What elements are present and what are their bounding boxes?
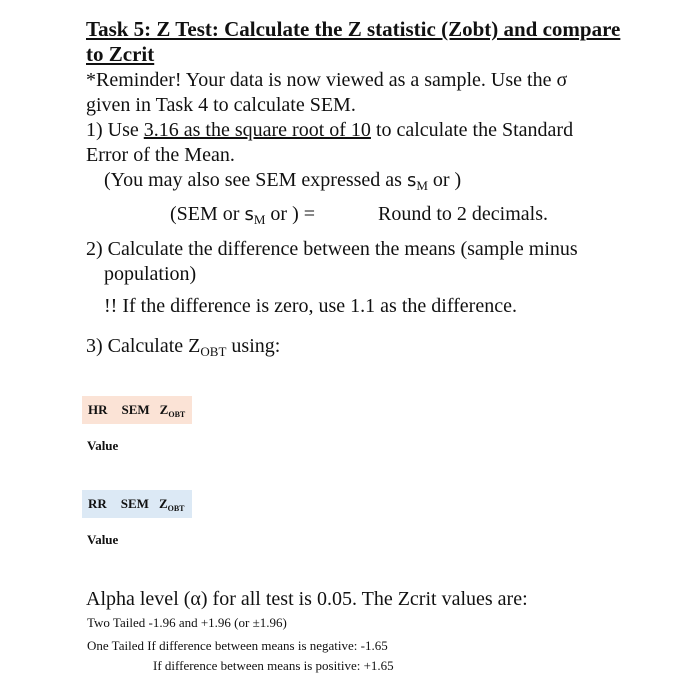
hr-col-z-sub: OBT bbox=[168, 410, 186, 419]
sem-formula-sub: M bbox=[253, 212, 266, 227]
alpha-line: Alpha level (α) for all test is 0.05. The Zcrit values are: bbox=[86, 588, 528, 610]
reminder-line2: given in Task 4 to calculate SEM. bbox=[86, 94, 356, 116]
two-tailed-line: Two Tailed -1.96 and +1.96 (or ±1.96) bbox=[87, 615, 287, 630]
task-title-line2: to Zcrit bbox=[86, 42, 155, 66]
rr-table-header bbox=[82, 490, 192, 518]
step1-line2: Error of the Mean. bbox=[86, 144, 235, 166]
hr-col-hr: HR bbox=[88, 402, 108, 417]
rr-col-z: Z bbox=[158, 496, 168, 511]
step2-line1: 2) Calculate the difference between the means (sample minus bbox=[86, 238, 578, 260]
round-note: Round to 2 decimals. bbox=[378, 203, 548, 225]
rr-col-sem: SEM bbox=[120, 496, 149, 511]
rr-col-rr: RR bbox=[88, 496, 107, 511]
sem-note-suffix: or ) bbox=[427, 169, 462, 191]
one-tailed-positive: If difference between means is positive: +1.65 bbox=[153, 658, 394, 673]
hr-col-zobt bbox=[160, 402, 186, 418]
step1-line1 bbox=[86, 118, 573, 142]
sem-note-prefix: (You may also see SEM expressed as bbox=[104, 169, 407, 191]
step1-suffix: to calculate the Standard bbox=[370, 119, 574, 141]
rr-col-z-sub: OBT bbox=[167, 504, 185, 513]
hr-table-header bbox=[82, 396, 192, 424]
step1-prefix: 1) Use bbox=[86, 119, 144, 141]
sem-formula-suffix: or ) = bbox=[265, 203, 316, 225]
sem-formula bbox=[170, 202, 315, 227]
hr-col-z: Z bbox=[159, 402, 169, 417]
sem-formula-prefix: (SEM or bbox=[170, 203, 245, 225]
step3-suffix: using: bbox=[226, 335, 281, 357]
rr-col-zobt bbox=[159, 496, 185, 512]
reminder-line1: *Reminder! Your data is now viewed as a sample. Use the σ bbox=[86, 69, 568, 91]
sem-symbol: s bbox=[406, 170, 417, 191]
rr-value-label: Value bbox=[87, 532, 119, 547]
task-title-line1: Task 5: Z Test: Calculate the Z statistic (Zobt) and compare bbox=[86, 17, 621, 41]
step1-link[interactable]: 3.16 as the square root of 10 bbox=[143, 119, 371, 141]
step3-line bbox=[86, 334, 280, 358]
step2-line2: population) bbox=[104, 263, 197, 285]
sem-formula-symbol: s bbox=[244, 204, 254, 225]
hr-col-sem: SEM bbox=[121, 402, 150, 417]
step3-sub: OBT bbox=[200, 344, 227, 359]
hr-value-label: Value bbox=[87, 438, 119, 453]
sem-notation-note bbox=[104, 168, 461, 193]
step3-prefix: 3) Calculate Z bbox=[86, 335, 201, 357]
step2-note: !! If the difference is zero, use 1.1 as the difference. bbox=[104, 295, 517, 317]
sem-symbol-sub: M bbox=[416, 178, 428, 193]
one-tailed-negative: One Tailed If difference between means is negative: -1.65 bbox=[87, 638, 388, 653]
